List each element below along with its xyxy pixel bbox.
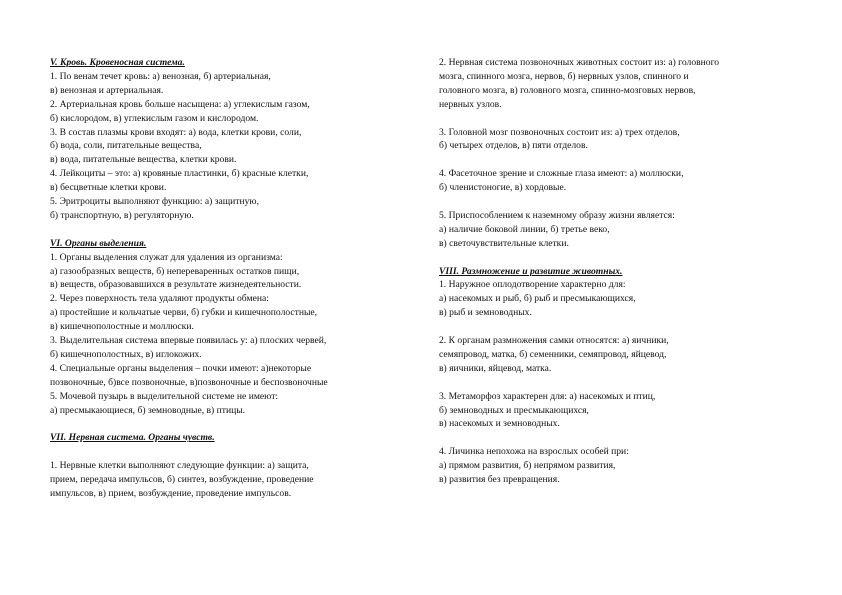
text-line: прием, передача импульсов, б) синтез, возбуждение, проведение (50, 474, 314, 486)
text-line: 4. Лейкоциты – это: а) кровяные пластинки, б) красные клетки, (50, 168, 309, 180)
spacer (50, 418, 422, 432)
spacer (439, 251, 797, 265)
text-line: 4. Фасеточное зрение и сложные глаза имеют: а) моллюски, (439, 168, 684, 180)
text-line: б) кислородом, в) углекислым газом и кислородом. (50, 112, 259, 124)
question-block (439, 445, 797, 487)
left-column (50, 56, 422, 501)
section-heading: VIII. Размножение и развитие животных. (439, 265, 623, 277)
text-line: в) насекомых и земноводных. (439, 418, 560, 430)
text-line: в) венозная и артериальная. (50, 84, 164, 96)
text-line: 3. Головной мозг позвоночных состоит из: а) трех отделов, (439, 126, 680, 138)
section-heading: VI. Органы выделения. (50, 237, 147, 249)
spacer (439, 112, 797, 126)
text-line: 2. К органам размножения самки относятся: а) яичники, (439, 335, 669, 347)
text-line: 3. Выделительная система впервые появилась у: а) плоских червей, (50, 335, 327, 347)
text-line: позвоночные, б)все позвоночные, в)позвоночные и беспозвоночные (50, 376, 328, 388)
text-line: а) насекомых и рыб, б) рыб и пресмыкающихся, (439, 293, 636, 305)
text-line: в) рыб и земноводных. (439, 307, 532, 319)
right-column (439, 56, 797, 487)
text-line: в) светочувствительные клетки. (439, 237, 569, 249)
text-line: 4. Личинка непохожа на взрослых особей при: (439, 446, 629, 458)
question-block (439, 334, 797, 376)
text-line: 2. Через поверхность тела удаляют продукты обмена: (50, 293, 269, 305)
text-line: б) кишечнополостных, в) иглокожих. (50, 349, 202, 361)
text-line: нервных узлов. (439, 98, 502, 110)
section-body (50, 70, 422, 223)
text-line: б) вода, соли, питательные вещества, (50, 140, 202, 152)
text-line: головного мозга, в) головного мозга, спинно-мозговых нервов, (439, 84, 696, 96)
spacer (50, 223, 422, 237)
text-line: 5. Мочевой пузырь в выделительной системе не имеют: (50, 390, 279, 402)
spacer (439, 376, 797, 390)
text-line: б) земноводных и пресмыкающихся, (439, 404, 589, 416)
spacer (439, 153, 797, 167)
text-line: в) яичники, яйцевод, матка. (439, 362, 552, 374)
text-line: 1. По венам течет кровь: а) венозная, б) артериальная, (50, 70, 271, 82)
spacer (50, 445, 422, 459)
spacer (439, 195, 797, 209)
text-line: импульсов, в) прием, возбуждение, проведение импульсов. (50, 488, 292, 500)
question-block (439, 278, 797, 320)
text-line: 3. Метаморфоз характерен для: а) насекомых и птиц, (439, 390, 656, 402)
text-line: а) газообразных веществ, б) непереваренных остатков пищи, (50, 265, 300, 277)
question-block (439, 167, 797, 195)
text-line: в) веществ, образовавшихся в результате жизнедеятельности. (50, 279, 302, 291)
text-line: 5. Приспособлением к наземному образу жизни является: (439, 209, 675, 221)
text-line: б) четырех отделов, в) пяти отделов. (439, 140, 588, 152)
text-line: 2. Нервная система позвоночных животных состоит из: а) головного (439, 57, 720, 68)
question-block (439, 126, 797, 154)
text-line: 1. Нервные клетки выполняют следующие функции: а) защита, (50, 460, 309, 472)
section-heading: V. Кровь. Кровеносная система. (50, 57, 185, 68)
text-line: 3. В состав плазмы крови входят: а) вода, клетки крови, соли, (50, 126, 302, 138)
text-line: семяпровод, матка, б) семенники, семяпровод, яйцевод, (439, 348, 667, 360)
text-line: а) прямом развития, б) непрямом развития, (439, 460, 616, 472)
section-heading: VII. Нервная система. Органы чувств. (50, 432, 215, 444)
text-line: а) наличие боковой линии, б) третье веко, (439, 223, 610, 235)
question-block (439, 209, 797, 251)
spacer (439, 320, 797, 334)
text-line: б) транспортную, в) регуляторную. (50, 209, 194, 221)
text-line: 4. Специальные органы выделения – почки имеют: а)некоторые (50, 362, 312, 374)
text-line: 2. Артериальная кровь больше насыщена: а) углекислым газом, (50, 98, 310, 110)
text-line: 1. Наружное оплодотворение характерно для: (439, 279, 626, 291)
text-line: 1. Органы выделения служат для удаления из организма: (50, 251, 283, 263)
text-line: в) кишечнополостные и моллюски. (50, 321, 194, 333)
section-body (50, 459, 422, 501)
text-line: в) вода, питательные вещества, клетки крови. (50, 154, 237, 166)
text-line: в) развития без превращения. (439, 474, 560, 486)
text-line: б) членистоногие, в) хордовые. (439, 182, 567, 194)
text-line: а) простейшие и кольчатые черви, б) губки и кишечнополостные, (50, 307, 318, 319)
text-line: а) пресмыкающиеся, б) земноводные, в) птицы. (50, 404, 246, 416)
question-block (439, 390, 797, 432)
text-line: 5. Эритроциты выполняют функцию: а) защитную, (50, 196, 259, 208)
section-body (50, 251, 422, 418)
question-block (439, 56, 797, 112)
spacer (439, 431, 797, 445)
text-line: мозга, спинного мозга, нервов, б) нервных узлов, спинного и (439, 70, 689, 82)
text-line: в) бесцветные клетки крови. (50, 182, 167, 194)
